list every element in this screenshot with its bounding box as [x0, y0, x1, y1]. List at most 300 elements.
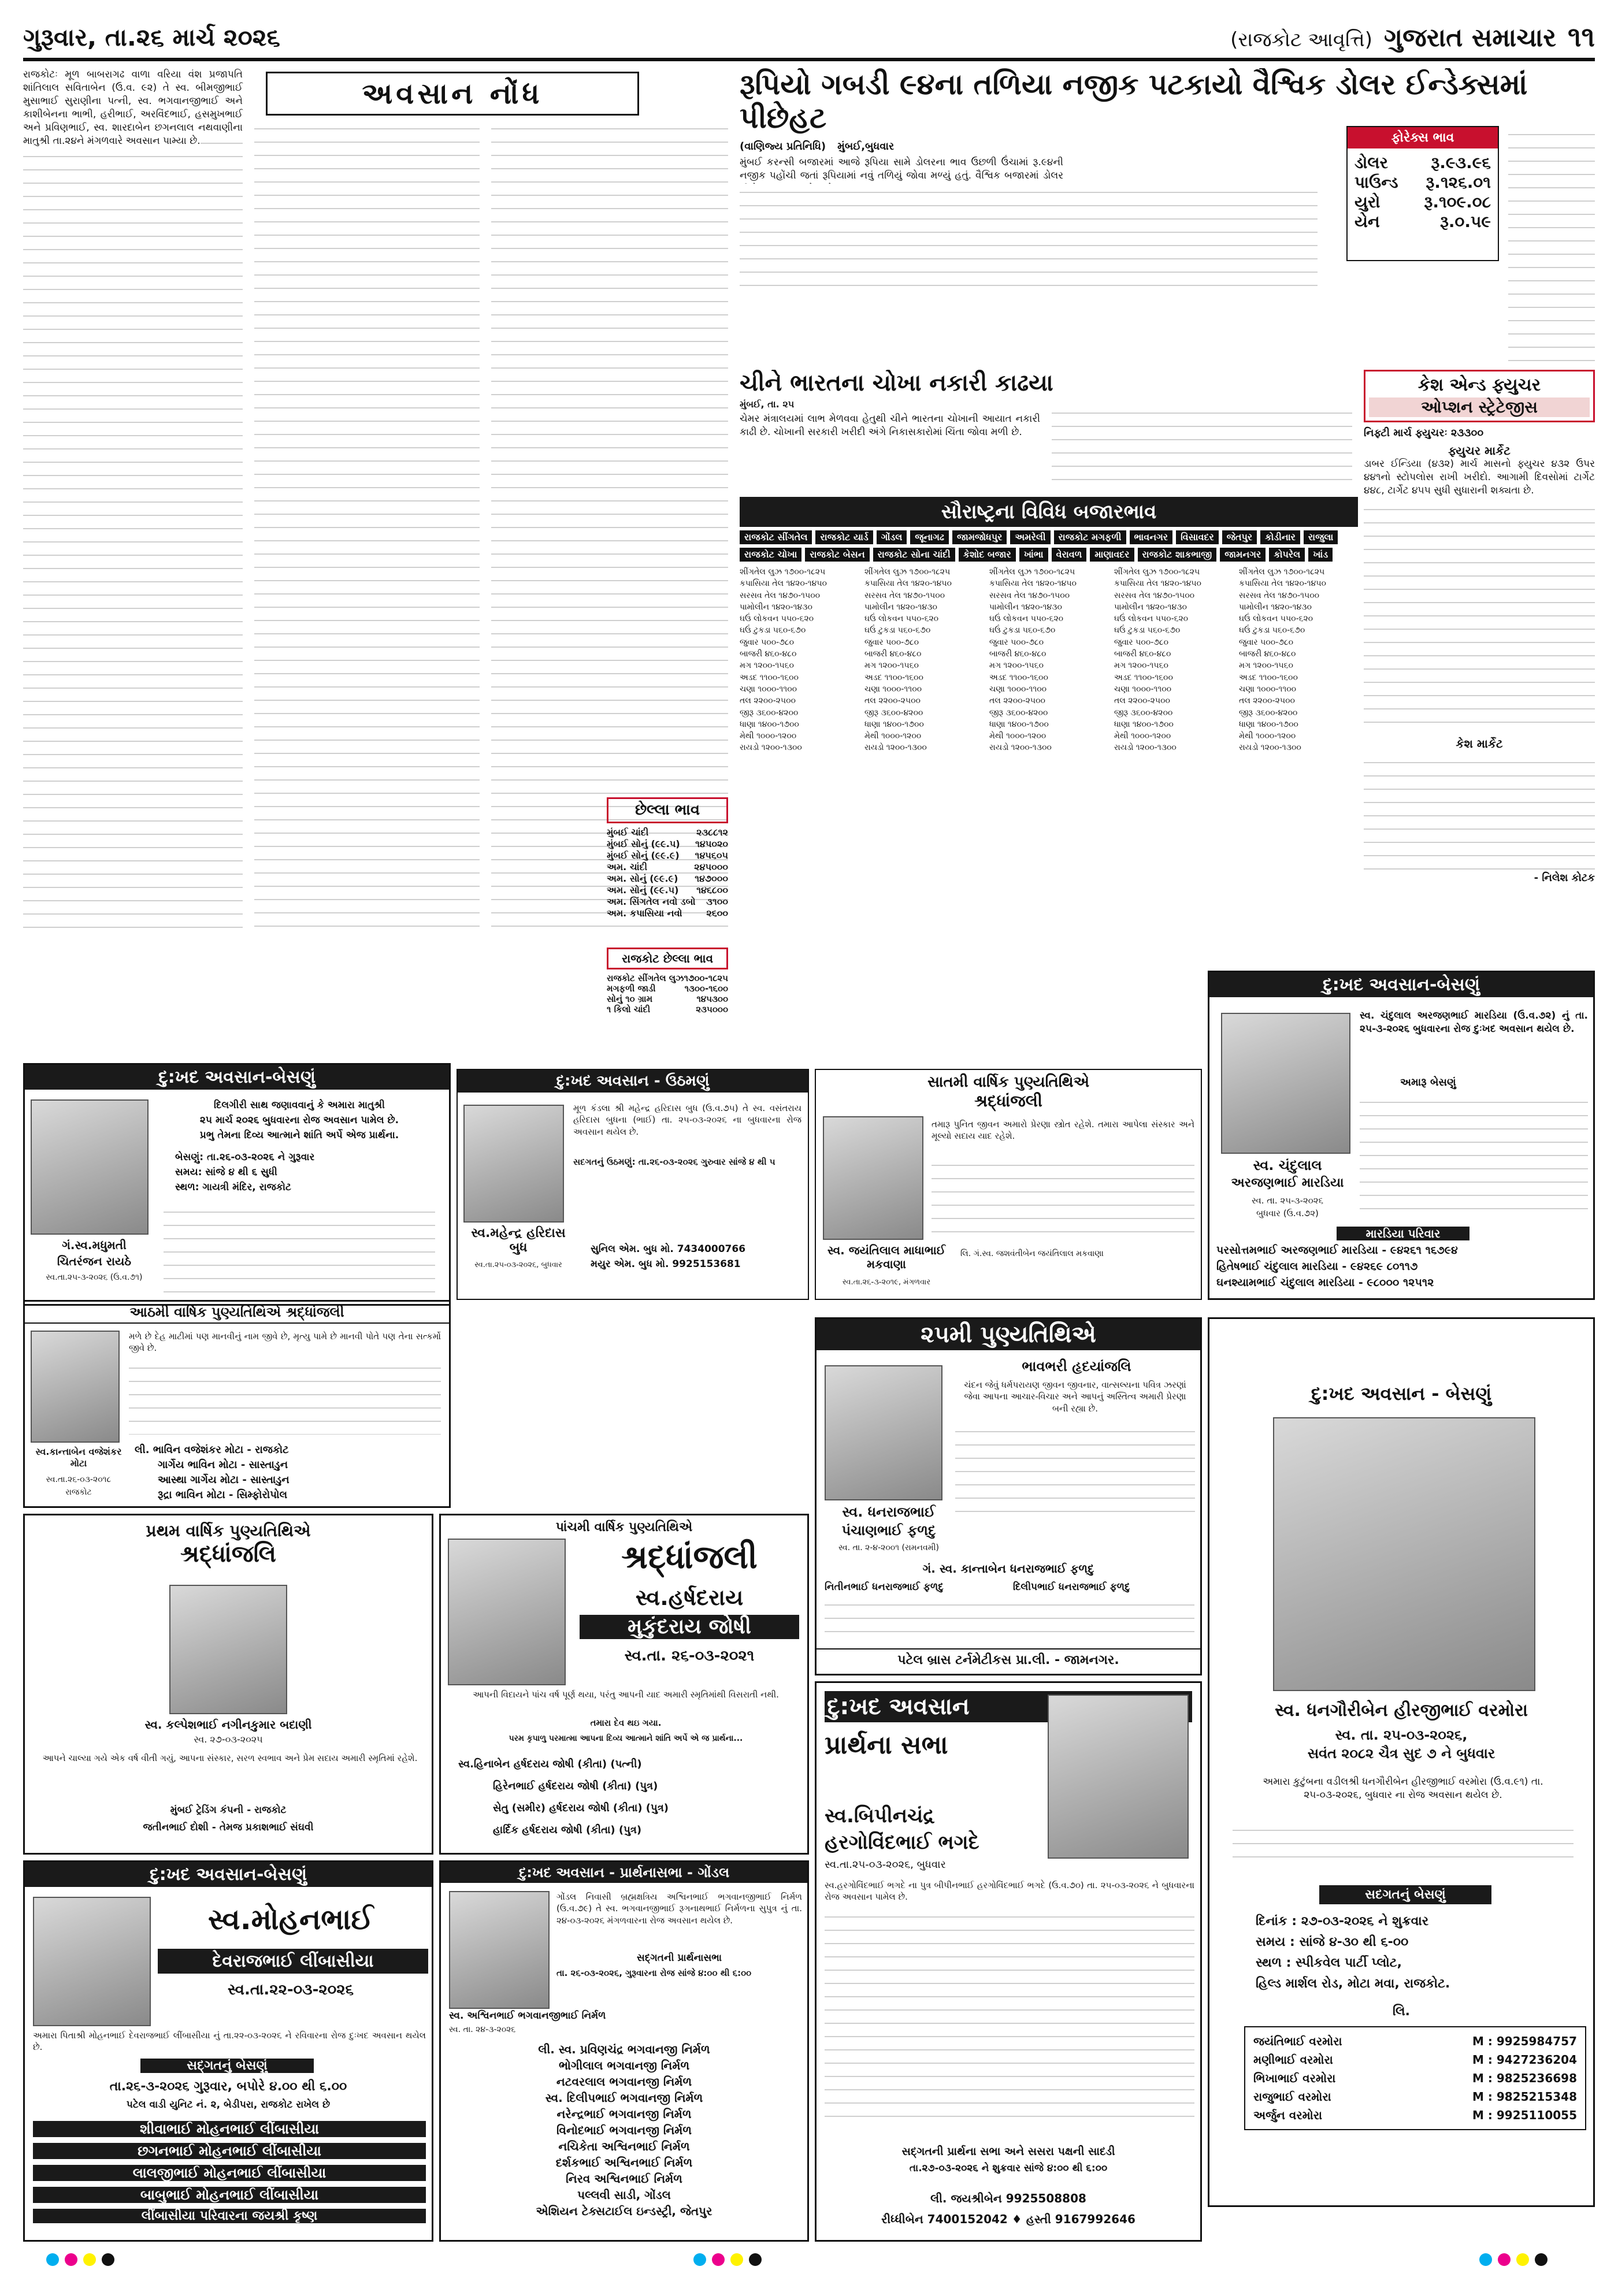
market-city-label: રાજકોટ મગફળી	[1054, 530, 1126, 544]
market-row: રાયડો ૧૨૦૦-૧૩૦૦	[740, 743, 802, 753]
adl2-lines	[129, 1359, 441, 1435]
market-row: અડદ ૧૧૦૦-૧૬૦૦	[989, 673, 1048, 682]
market-row: મગ ૧૨૦૦-૧૫૬૦	[740, 661, 794, 671]
forex-story	[740, 68, 1595, 369]
cf-lines-2	[1364, 754, 1595, 870]
registration-marks-left	[46, 2253, 114, 2266]
adl2-head: આઠમી વાર્ષિક પુણ્યતિથિએ શ્રદ્ધાંજલી	[25, 1302, 449, 1324]
market-row: તલ ૨૨૦૦-૨૫૦૦	[864, 696, 921, 706]
latest-price-label: અમ. સોનું (૯૯.૯)	[607, 873, 678, 884]
cf-body: ડાબર ઈન્ડિયા (૪૩૨) માર્ચ માસનો ફ્યુચર ૪૩૨ ઉપર ૪૪૧નો સ્ટોપલોસ રાખી ખરીદો. આગામી દિવસોમાં ટાર્ગેટ ૪૪૮, ટાર્ગેટ ૪૫૫ સુધી સુધારાની શક્યતા છે.	[1364, 458, 1595, 496]
contact-name: ભિખાભાઈ વરમોરા	[1253, 2071, 1336, 2085]
ad-first-anniv	[23, 1514, 433, 1855]
admo-f4: બાબુભાઈ મોહનભાઈ લીંબાસીયા	[33, 2187, 426, 2203]
gondal-family-member: વિનોદભાઈ ભગવાનજી નિર્મળ	[556, 2123, 692, 2137]
latest-prices-list	[607, 827, 728, 919]
latest-price-label: મુંબઈ સોનું (૯૯.૯)	[607, 850, 680, 861]
market-row: મેથી ૧૦૦૦-૧૨૦૦	[740, 731, 797, 741]
market-row: ઘઉં લોકવન ૫૫૦-૬૨૦	[740, 614, 814, 624]
adr1-amrut: અમારૂ બેસણું	[1400, 1076, 1456, 1088]
market-row: શીંગતેલ લુઝ ૧૭૦૦-૧૮૨૫	[864, 567, 951, 577]
adr2-date2: સવંત ૨૦૮૨ ચૈત્ર સુદ ૭ ને બુધવાર	[1307, 1745, 1495, 1762]
market-row: જીરૂ ૩૬૦૦-૪૨૦૦	[740, 708, 799, 718]
forex-currency: યેન	[1354, 212, 1380, 231]
market-city-label: રાજકોટ શાકભાજી	[1138, 548, 1217, 562]
adl2-date: સ્વ.તા.૨૬-૦૩-૨૦૧૮	[46, 1475, 112, 1484]
cyan-dot-icon	[693, 2253, 706, 2266]
ad5-f3: સેતુ (સમીર) હર્ષદરાય જોષી (કીતા) (પુત્ર)	[493, 1802, 669, 1814]
adf-head1: પ્રથમ વાર્ષિક પુણ્યતિથિએ	[146, 1521, 311, 1540]
adr2-d: દિનાંક : ૨૭-૦૩-૨૦૨૬ ને શુક્રવાર	[1256, 1914, 1429, 1929]
adl1-time: સમય: સાંજે ૪ થી ૬ સુધી	[175, 1166, 277, 1178]
ad5-big: શ્રદ્ધાંજલી	[621, 1539, 758, 1576]
market-row: જુવાર ૫૦૦-૭૮૦	[1114, 637, 1169, 647]
market-row: ધાણા ૧૪૦૦-૧૭૦૦	[1239, 719, 1298, 729]
forex-body-lines	[740, 184, 1318, 288]
rajkot-prices-title: રાજકોટ છેલ્લા ભાવ	[607, 948, 728, 969]
contact-mobile: M : 9427236204	[1472, 2053, 1577, 2067]
gondal-family-member: લી. સ્વ. પ્રવિણચંદ્ર ભગવાનજી નિર્મળ	[538, 2042, 710, 2056]
admo-name1: સ્વ.મોહનભાઈ	[207, 1903, 374, 1936]
ad-25th-anniv	[815, 1317, 1202, 1675]
ad25-famlines	[825, 1596, 1194, 1643]
rice-dateline: મુંબઈ, તા. ૨૫	[740, 399, 795, 410]
paper-name: ગુજરાત સમાચાર	[1383, 23, 1556, 53]
market-row: મગ ૧૨૦૦-૧૫૬૦	[989, 661, 1044, 671]
adl1-besnu: બેસણું: તા.૨૬-૦૩-૨૦૨૬ ને ગુરૂવાર	[175, 1151, 315, 1163]
market-row: રાયડો ૧૨૦૦-૧૩૦૦	[1239, 743, 1301, 753]
market-row: ઘઉં ટુકડા ૫૬૦-૬૭૦	[740, 626, 806, 636]
latest-price-label: મુંબઈ સોનું (૯૯.૫)	[607, 838, 680, 849]
admo-f5: લીંબાસીયા પરિવારના જયશ્રી કૃષ્ણ	[33, 2209, 426, 2223]
market-row: ઘઉં લોકવન ૫૫૦-૬૨૦	[1239, 614, 1313, 624]
market-row: સરસવ તેલ ૧૪૭૦-૧૫૦૦	[740, 590, 821, 600]
latest-price-row	[607, 896, 728, 908]
forex-rate-box	[1346, 126, 1499, 261]
market-row: મેથી ૧૦૦૦-૧૨૦૦	[1114, 731, 1171, 741]
rajkot-price-value: ૧૭૦૦-૧૮૨૫	[684, 973, 728, 983]
rajkot-price-value: ૧૪૫૩૦૦	[696, 994, 728, 1004]
adm2-fam: લિ. ગં.સ્વ. જશવંતીબેન જયંતિલાલ મકવાણા	[960, 1249, 1104, 1258]
adr1-name2: અરજણભાઈ મારડિયા	[1231, 1176, 1344, 1190]
adp-sabha: સદ્ગતની પ્રાર્થના સભા અને સસરા પક્ષની સાદડી	[901, 2145, 1115, 2158]
contact-row	[1253, 2069, 1577, 2087]
market-column	[740, 566, 859, 754]
rice-body: ચેમર મંત્રાલયમાં લાભ મેળવવા હેતુથી ચીને ભારતના ચોખાની આયાત નકારી કાઢી છે. ચોખાની સરકારી ખરીદી અંગે નિકાસકારોમાં ચિંતા જોવા મળી છે.	[740, 413, 1040, 438]
ad25-lines	[955, 1423, 1195, 1521]
adl2-fam: લી. ભાવિન વજેશંકર મોટા - રાજકોટ	[135, 1444, 289, 1456]
contact-name: અર્જુન વરમોરા	[1253, 2108, 1323, 2122]
adr2-contacts	[1244, 2026, 1586, 2130]
market-row: સરસવ તેલ ૧૪૭૦-૧૫૦૦	[1114, 590, 1195, 600]
black-dot-icon	[102, 2253, 114, 2266]
market-row: શીંગતેલ લુઝ ૧૭૦૦-૧૮૨૫	[1239, 567, 1325, 577]
contact-name: રાજુભાઈ વરમોરા	[1253, 2090, 1331, 2104]
rajkot-price-label: ૧ કિલો ચાંદી	[607, 1004, 651, 1015]
market-row: બાજરી ૪૬૦-૪૮૦	[989, 649, 1046, 659]
adp-head1: દુ:ખદ અવસાન	[825, 1691, 1192, 1722]
ad25-company: પટેલ બ્રાસ ટર્નમેટીકસ પ્રા.લી. - જામનગર.	[817, 1648, 1200, 1667]
market-row: મગ ૧૨૦૦-૧૫૬૦	[1114, 661, 1168, 671]
latest-price-row	[607, 827, 728, 838]
forex-headline: રૂપિયો ગબડી ૯૪ના તળિયા નજીક પટકાયો વૈશ્વિક ડોલર ઈન્ડેક્સમાં પીછેહટ	[740, 68, 1528, 135]
saurashtra-grid	[740, 566, 1358, 754]
forex-side-lines	[1508, 126, 1595, 369]
admo-date: સ્વ.તા.૨૨-૦૩-૨૦૨૬	[227, 1981, 354, 1998]
cf-h1: ફ્યુચર માર્કેટ	[1448, 444, 1511, 458]
forex-box-title: ફોરેક્સ ભાવ	[1348, 127, 1498, 148]
market-row: ઘઉં ટુકડા ૫૬૦-૬૭૦	[864, 626, 931, 636]
gondal-family-member: દર્શકભાઈ અશ્વિનભાઈ નિર્મળ	[555, 2156, 693, 2169]
cf-intro: નિફ્ટી માર્ચ ફ્યુચરઃ ૨૩૩૦૦	[1364, 427, 1484, 439]
forex-dateline: મુંબઈ,બુધવાર	[837, 140, 895, 153]
adr1-f1: પરસોત્તમભાઈ અરજણભાઈ મારડિયા - ૯૪૨૬૧ ૧૬૭૯૪	[1216, 1244, 1458, 1257]
cf-title: કેશ એન્ડ ફ્યુચર	[1417, 375, 1541, 395]
market-column	[864, 566, 984, 754]
market-row: મેથી ૧૦૦૦-૧૨૦૦	[989, 731, 1046, 741]
header-date: ગુરૂવાર, તા.૨૬ માર્ચ ૨૦૨૬	[23, 23, 280, 51]
market-row: જીરૂ ૩૬૦૦-૪૨૦૦	[864, 708, 923, 718]
adr1-name1: સ્વ. ચંદુલાલ	[1253, 1157, 1322, 1173]
adg-when: તા. ૨૬-૦૩-૨૦૨૬, ગુરૂવારના રોજ સાંજે ૪:૦૦ થી ૬:૦૦	[556, 1968, 752, 1978]
latest-price-value: ૨૬૦૦	[706, 908, 728, 919]
ad25-f2: દિલીપભાઈ ધનરાજભાઈ ફળદુ	[1013, 1581, 1130, 1593]
market-column	[1114, 566, 1233, 754]
market-city-label: ભાવનગર	[1130, 530, 1173, 544]
adm1-body: મૂળ કંડલા શ્રી મહેન્દ્ર હરિદાસ બુધ (ઉ.વ.૭૫) તે સ્વ. વસંતરાય હરિદાસ બુધના (ભાઈ) તા. ૨૫-૦૩-૨૦૨૬ ના બુધવારના રોજ અવસાન થયેલ છે.	[573, 1103, 801, 1137]
adr1-famhead: મારડિયા પરિવાર	[1337, 1227, 1469, 1240]
adm1-date: સ્વ.તા.૨૫-૦૩-૨૦૨૬, બુધવાર	[474, 1261, 562, 1269]
adm1-c1: સુનિલ એમ. બુધ મો. 7434000766	[591, 1243, 746, 1255]
obituary-col-2	[254, 120, 480, 929]
ad25-name2: પંચાણભાઈ ફળદુ	[841, 1522, 936, 1539]
market-row: મેથી ૧૦૦૦-૧૨૦૦	[1239, 731, 1296, 741]
market-row: મગ ૧૨૦૦-૧૫૬૦	[1239, 661, 1293, 671]
adl1-name1: ગં.સ્વ.મધુમતી	[62, 1238, 127, 1252]
ad-mid-2	[815, 1069, 1202, 1300]
latest-price-row	[607, 850, 728, 861]
admo-body: અમારા પિતાશ્રી મોહનભાઈ દેવરાજભાઈ લીંબાસીયા નું તા.૨૨-૦૩-૨૦૨૬ ને રવિવારના રોજ દુઃખદ અવસાન થયેલ છે.	[33, 2030, 426, 2053]
market-city-label: રાજુલા	[1304, 530, 1338, 544]
registration-marks-right	[1479, 2253, 1548, 2266]
market-row: ચણા ૧૦૦૦-૧૧૦૦	[1239, 684, 1297, 694]
adg-date: સ્વ. તા. ૨૪-૩-૨૦૨૬	[449, 2025, 516, 2034]
adm2-body: તમારૂ પુનિત જીવન અમારો પ્રેરણા સ્ત્રોત રહેશે. તમારા આપેલા સંસ્કાર અને મૂલ્યો સદાય યાદ રહેશે.	[932, 1119, 1194, 1142]
cash-futures	[1364, 370, 1595, 953]
ad-left-1	[23, 1063, 451, 1306]
ad-gondal	[439, 1860, 809, 2242]
market-row: કપાસિયા તેલ ૧૪૨૦-૧૪૫૦	[989, 579, 1077, 589]
forex-rate-row	[1354, 173, 1491, 192]
ad5-prayer: પરમ કૃપાળુ પરમાત્મા આપના દિવ્ય આત્માને શાંતિ અર્પે એ જ પ્રાર્થના...	[509, 1734, 743, 1743]
obituary-col-1	[23, 68, 243, 929]
adp-name2: હરગોવિંદભાઈ ભગદે	[825, 1831, 979, 1854]
adr2-p2: હિલ્ડ માર્શલ રોડ, મોટા મવા, રાજકોટ.	[1256, 1977, 1450, 1991]
adm1-name: સ્વ.મહેન્દ્ર હરિદાસ બુધ	[471, 1226, 566, 1255]
market-row: ઘઉં ટુકડા ૫૬૦-૬૭૦	[989, 626, 1056, 636]
market-row: અડદ ૧૧૦૦-૧૬૦૦	[1239, 673, 1298, 682]
admo-f2: છગનભાઈ મોહનભાઈ લીંબાસીયા	[33, 2143, 426, 2159]
market-city-label: કેશોદ બજાર	[959, 548, 1016, 562]
rice-lines	[1052, 404, 1352, 485]
ad5-date: સ્વ.તા. ૨૬-૦૩-૨૦૨૧	[624, 1647, 755, 1665]
ad25-f1: નિતીનભાઈ ધનરાજભાઈ ફળદુ	[825, 1581, 944, 1593]
adg-prayer: સદ્ગતની પ્રાર્થનાસભા	[636, 1952, 722, 1964]
market-row: બાજરી ૪૬૦-૪૮૦	[740, 649, 797, 659]
market-row: ઘઉં ટુકડા ૫૬૦-૬૭૦	[1114, 626, 1181, 636]
market-row: રાયડો ૧૨૦૦-૧૩૦૦	[1114, 743, 1177, 753]
market-city-label: રાજકોટ સોના ચાંદી	[873, 548, 955, 562]
admo-f1: શીવાભાઈ મોહનભાઈ લીંબાસીયા	[33, 2121, 426, 2137]
market-row: તલ ૨૨૦૦-૨૫૦૦	[1114, 696, 1170, 706]
adr1-photo	[1221, 1013, 1350, 1154]
ad-left-2	[23, 1300, 451, 1508]
magenta-dot-icon	[712, 2253, 725, 2266]
ad25-photo	[825, 1365, 942, 1500]
forex-rate-list	[1348, 148, 1498, 236]
cyan-dot-icon	[1479, 2253, 1492, 2266]
latest-price-label: અમ. સોનું (૯૯.૫)	[607, 885, 679, 896]
market-row: અડદ ૧૧૦૦-૧૬૦૦	[740, 673, 799, 682]
forex-value: રૂ.૦.૫૯	[1440, 212, 1491, 231]
market-row: કપાસિયા તેલ ૧૪૨૦-૧૪૫૦	[1114, 579, 1201, 589]
adl1-line2: ૨૫ માર્ચ ૨૦૨૬ બુધવારના રોજ અવસાન પામેલ છે.	[199, 1114, 399, 1126]
market-row: બાજરી ૪૬૦-૪૮૦	[1239, 649, 1296, 659]
contact-row	[1253, 2106, 1577, 2124]
adr1-f3: ઘનશ્યામભાઈ ચંદુલાલ મારડિયા - ૯૮૦૦૦ ૧૨૫૧૨	[1216, 1276, 1434, 1289]
magenta-dot-icon	[65, 2253, 77, 2266]
market-city-label: જામજોધપુર	[952, 530, 1007, 544]
market-row: તલ ૨૨૦૦-૨૫૦૦	[1239, 696, 1295, 706]
market-row: ધાણા ૧૪૦૦-૧૭૦૦	[864, 719, 924, 729]
gondal-family-member: નરેન્દ્રભાઈ ભગવાનજી નિર્મળ	[556, 2107, 692, 2121]
latest-price-value: ૨૪૫૦૦૦	[694, 861, 728, 872]
market-row: પામોલીન ૧૪૨૦-૧૪૩૦	[740, 602, 812, 612]
market-row: જુવાર ૫૦૦-૭૮૦	[740, 637, 795, 647]
market-row: રાયડો ૧૨૦૦-૧૩૦૦	[864, 743, 927, 753]
market-city-label: રાજકોટ યાર્ડ	[815, 530, 873, 544]
adp-name1: સ્વ.બિપીનચંદ્ર	[825, 1804, 935, 1827]
header-rule	[23, 58, 1595, 61]
forex-currency: પાઉન્ડ	[1354, 173, 1398, 192]
obituary-intro: રાજકોટઃ મૂળ બાબરાગઢ વાળા વરિયા વંશ પ્રજાપતિ શાંતિલાલ સવિતાબેન (ઉ.વ. ૯૨) તે સ્વ. બીમજીભાઈ મુસાભાઈ સુરાણીના પત્ની, સ્વ. ભગવાનજીભાઈ અને કાશીબેનના ભાભી, હરીભાઈ, અરવિંદભાઈ, હસમુખભાઈ અને પ્રવિણભાઈ, સ્વ. શારદાબેન છગનલાલ નથવાણીના માતુશ્રી તા.૨૪ને મંગળવારે અવસાન પામ્યા છે.	[23, 69, 243, 147]
contact-mobile: M : 9825215348	[1472, 2090, 1577, 2104]
latest-prices-title: છેલ્લા ભાવ	[607, 797, 728, 823]
forex-currency: યુરો	[1354, 192, 1381, 211]
latest-price-label: અમ. સિંગતેલ નવો ડબો	[607, 896, 696, 907]
adm2-lines	[932, 1157, 1194, 1238]
adr2-body: અમારા કુટુંબના વડીલશ્રી ધનગૌરીબેન હીરજીભાઈ વરમોરા (ઉ.વ.૯૧) તા. ૨૫-૦૩-૨૦૨૬, બુધવાર ના રોજ અવસાન થયેલ છે.	[1263, 1776, 1543, 1801]
market-column	[1239, 566, 1358, 754]
adl1-line1: દિલગીરી સાથ જણાવવાનું કે અમારા માતુશ્રી	[214, 1099, 385, 1111]
market-row: ધાણા ૧૪૦૦-૧૭૦૦	[1114, 719, 1174, 729]
adr1-lines	[1360, 1094, 1588, 1221]
adm2-head2: શ્રદ્ધાંજલી	[974, 1091, 1042, 1110]
forex-value: રૂ.૧૨૬.૦૧	[1426, 173, 1491, 192]
rajkot-prices-box	[607, 948, 728, 1057]
market-city-label: કોપરેલ	[1269, 548, 1305, 562]
adl1-name2: ચિતરંજન રાયઠે	[57, 1254, 132, 1268]
market-row: ચણા ૧૦૦૦-૧૧૦૦	[864, 684, 922, 694]
market-city-label: કોડીનાર	[1260, 530, 1300, 544]
adf-head2: શ્રદ્ધાંજલિ	[180, 1541, 276, 1567]
admo-name2: દેવરાજભાઈ લીંબાસીયા	[158, 1949, 428, 1974]
market-row: તલ ૨૨૦૦-૨૫૦૦	[989, 696, 1045, 706]
forex-body: મુંબઈ કરન્સી બજારમાં આજે રૂપિયા સામે ડોલરના ભાવ ઉછળી ઉંચામાં રૂ.૯૪ની નજીક પહોંચી જતાં રૂપિયામાં નવું તળિયું જોવા મળ્યું હતું. વૈશ્વિક બજારમાં ડોલર	[740, 157, 1063, 181]
market-row: પામોલીન ૧૪૨૦-૧૪૩૦	[1114, 602, 1187, 612]
latest-price-row	[607, 908, 728, 919]
adg-head: દુ:ખદ અવસાન - પ્રાર્થનાસભા - ગોંડલ	[441, 1862, 807, 1883]
ad-right-1	[1208, 971, 1595, 1300]
latest-price-row	[607, 885, 728, 896]
ad-prayer-sabha	[815, 1681, 1202, 2242]
adm1-c2: મયુર એમ. બુધ મો. 9925153681	[591, 1258, 741, 1270]
market-row: ઘઉં લોકવન ૫૫૦-૬૨૦	[989, 614, 1064, 624]
forex-rate-row	[1354, 192, 1491, 212]
market-column	[989, 566, 1108, 754]
adr1-day: બુધવાર (ઉ.વ.૭૨)	[1256, 1208, 1319, 1218]
market-city-label: ગોંડલ	[877, 530, 907, 544]
ad25-famhead: ગં. સ્વ. કાન્તાબેન ધનરાજભાઈ ફળદુ	[922, 1562, 1094, 1576]
forex-rate-row	[1354, 153, 1491, 173]
adl1-head: દુ:ખદ અવસાન-બેસણું	[25, 1065, 449, 1090]
contact-mobile: M : 9925984757	[1472, 2034, 1577, 2048]
market-row: સરસવ તેલ ૧૪૭૦-૧૫૦૦	[1239, 590, 1320, 600]
latest-price-value: ૧૪૭૦૦૦	[695, 873, 728, 884]
contact-row	[1253, 2050, 1577, 2069]
admo-photo	[33, 1897, 151, 2026]
page-number: ૧૧	[1567, 21, 1595, 53]
saurashtra-title: સૌરાષ્ટ્રના વિવિધ બજારભાવ	[740, 497, 1358, 527]
adp-lines	[825, 1908, 1194, 2128]
market-city-label: જામનગર	[1220, 548, 1266, 562]
adm2-name: સ્વ. જયંતિલાલ માધાભાઈ મકવાણા	[827, 1243, 946, 1271]
market-row: શીંગતેલ લુઝ ૧૭૦૦-૧૮૨૫	[740, 567, 826, 577]
latest-price-value: ૩૧૦૦	[706, 896, 728, 907]
adr2-date: સ્વ. તા. ૨૫-૦૩-૨૦૨૬,	[1335, 1727, 1468, 1743]
rajkot-prices-list	[607, 973, 728, 1015]
adr1-date: સ્વ. તા. ૨૫-૩-૨૦૨૬	[1252, 1195, 1323, 1206]
ad-mohan	[23, 1860, 433, 2242]
contact-name: મણીભાઈ વરમોરા	[1253, 2053, 1333, 2067]
gondal-family-member: ભોગીલાલ ભગવાનજી નિર્મળ	[558, 2059, 690, 2072]
gondal-family-member: પલ્લવી સાડી, ગોંડલ	[577, 2188, 671, 2202]
ad25-name1: સ્વ. ધનરાજભાઈ	[842, 1504, 936, 1520]
market-row: ચણા ૧૦૦૦-૧૧૦૦	[740, 684, 797, 694]
market-city-label: ખાંભા	[1019, 548, 1048, 562]
adl2-fam2: ગાર્ગેય ભાવિન મોટા - સાસ્તાડુન	[158, 1459, 288, 1471]
cf-title-box	[1364, 370, 1595, 422]
adp-photo	[1048, 1695, 1189, 1859]
adl2-fam4: રૂદ્રા ભાવિન મોટા - સિમ્ફોરોપોલ	[158, 1489, 288, 1501]
adr2-li: લિ.	[1393, 2004, 1410, 2019]
market-row: જુવાર ૫૦૦-૭૮૦	[989, 637, 1044, 647]
forex-section: (વાણિજ્ય પ્રતિનિધિ)	[740, 140, 826, 153]
adl2-place: રાજકોટ	[65, 1488, 92, 1497]
market-row: જીરૂ ૩૬૦૦-૪૨૦૦	[1239, 708, 1298, 718]
obituary-title: અવસાન નોંધ	[362, 76, 543, 110]
rajkot-price-value: ૨૩૫૦૦૦	[696, 1004, 728, 1015]
market-city-label: વિસાવદર	[1176, 530, 1219, 544]
latest-price-row	[607, 838, 728, 850]
adl2-photo	[31, 1331, 120, 1443]
adr2-lines	[1233, 1822, 1574, 1868]
ad5-f1: સ્વ.હિનાબેન હર્ષદરાય જોષી (કીતા) (પત્ની)	[458, 1758, 642, 1770]
adp-date: સ્વ.તા.૨૫-૦૩-૨૦૨૬, બુધવાર	[825, 1859, 946, 1871]
adl1-date: સ્વ.તા.૨૫-૩-૨૦૨૬ (ઉ.વ.૭૧)	[46, 1273, 143, 1282]
black-dot-icon	[1535, 2253, 1548, 2266]
market-row: જુવાર ૫૦૦-૭૮૦	[864, 637, 919, 647]
cyan-dot-icon	[46, 2253, 59, 2266]
latest-price-row	[607, 873, 728, 885]
market-row: કપાસિયા તેલ ૧૪૨૦-૧૪૫૦	[740, 579, 827, 589]
gondal-family-member: નિરવ અશ્વિનભાઈ નિર્મળ	[566, 2172, 682, 2186]
market-row: મગ ૧૨૦૦-૧૫૬૦	[864, 661, 919, 671]
yellow-dot-icon	[83, 2253, 96, 2266]
rajkot-price-row	[607, 973, 728, 983]
adr2-p: સ્થળ : સ્પીકવેલ પાર્ટી પ્લોટ,	[1256, 1956, 1402, 1970]
latest-price-value: ૧૪૫૦૨૦	[695, 838, 728, 849]
adl1-family-lines	[164, 1203, 435, 1296]
market-city-label: વેરાવળ	[1052, 548, 1087, 562]
yellow-dot-icon	[1516, 2253, 1529, 2266]
admo-f3: લાલજીભાઈ મોહનભાઈ લીંબાસીયા	[33, 2165, 426, 2181]
adm1-uth: સદગતનું ઉઠમણું: તા.૨૬-૦૩-૨૦૨૬ ગુરુવાર સાંજે ૪ થી ૫	[573, 1157, 775, 1167]
market-row: સરસવ તેલ ૧૪૭૦-૧૫૦૦	[864, 590, 945, 600]
market-row: ધાણા ૧૪૦૦-૧૭૦૦	[740, 719, 799, 729]
registration-marks-center	[693, 2253, 762, 2266]
market-row: ચણા ૧૦૦૦-૧૧૦૦	[989, 684, 1047, 694]
ad-right-2	[1208, 1317, 1595, 2207]
market-row: કપાસિયા તેલ ૧૪૨૦-૧૪૫૦	[864, 579, 952, 589]
latest-price-value: ૧૪૫૬૦૫	[695, 850, 728, 861]
ad5-body2: તમારા દેવ થઇ ગયા.	[590, 1718, 662, 1728]
market-row: શીંગતેલ લુઝ ૧૭૦૦-૧૮૨૫	[1114, 567, 1200, 577]
market-row: અડદ ૧૧૦૦-૧૬૦૦	[1114, 673, 1173, 682]
market-city-label: જૂનાગઢ	[910, 530, 949, 544]
cf-h2: કેશ માર્કેટ	[1456, 736, 1503, 751]
adl2-body: મળે છે દેહ માટીમાં પણ માનવીનું નામ જીવે છે, મૃત્યુ પામે છે માનવી પોતે પણ તેના સત્કર્મો જીવે છે.	[129, 1331, 441, 1354]
obituary-title-bar	[266, 72, 639, 116]
latest-price-value: ૧૪૬૮૦૦	[696, 885, 728, 896]
adf-fam2: જતીનભાઈ દોશી - તેમજ પ્રકાશભાઈ સંઘવી	[143, 1822, 314, 1833]
latest-price-row	[607, 861, 728, 873]
adl2-fam3: આસ્થા ગાર્ગેય મોટા - સાસ્તાડુન	[158, 1474, 290, 1486]
rajkot-price-row	[607, 983, 728, 994]
market-city-label: રાજકોટ બેસન	[805, 548, 869, 562]
market-row: બાજરી ૪૬૦-૪૮૦	[1114, 649, 1171, 659]
market-city-label: ખાંડ	[1308, 548, 1333, 562]
market-row: પામોલીન ૧૪૨૦-૧૪૩૦	[864, 602, 937, 612]
adr2-photo	[1273, 1417, 1535, 1691]
market-row: કપાસિયા તેલ ૧૪૨૦-૧૪૫૦	[1239, 579, 1326, 589]
forex-rate-row	[1354, 212, 1491, 232]
market-row: પામોલીન ૧૪૨૦-૧૪૩૦	[989, 602, 1062, 612]
rajkot-price-label: રાજકોટ સીંગતેલ લુઝ	[607, 973, 684, 983]
adm2-date: સ્વ.તા.૨૬-૩-૨૦૧૯, મંગળવાર	[842, 1278, 931, 1287]
ad-fifth-anniv	[439, 1514, 809, 1855]
adl1-line3: પ્રભુ તેમના દિવ્ય આત્માને શાંતિ અર્પે એજ પ્રાર્થના.	[199, 1130, 399, 1141]
ad5-f4: હાર્દિક હર્ષદરાય જોષી (કીતા) (પુત્ર)	[493, 1824, 642, 1836]
contact-name: જયંતિભાઈ વરમોરા	[1253, 2034, 1342, 2048]
market-row: સરસવ તેલ ૧૪૭૦-૧૫૦૦	[989, 590, 1070, 600]
rajkot-price-label: સોનું ૧૦ ગ્રામ	[607, 994, 653, 1004]
gondal-family-member: સ્વ. દિલીપભાઈ ભગવાનજી નિર્મળ	[545, 2091, 703, 2105]
adr1-head: દુ:ખદ અવસાન-બેસણું	[1209, 972, 1593, 997]
edition-label: (રાજકોટ આવૃત્તિ)	[1230, 28, 1372, 51]
ad25-body: ચંદન જેવું ધર્મપરાયણ જીવન જીવનાર, વાત્સલ્યના પવિત્ર ઝરણાં જેવા આપના આચાર-વિચાર અને આપનું અસ્તિત્વ અમારી પ્રેરણા બની રહ્યા છે.	[964, 1380, 1186, 1414]
adm1-head: દુ:ખદ અવસાન - ઉઠમણું	[458, 1070, 808, 1093]
